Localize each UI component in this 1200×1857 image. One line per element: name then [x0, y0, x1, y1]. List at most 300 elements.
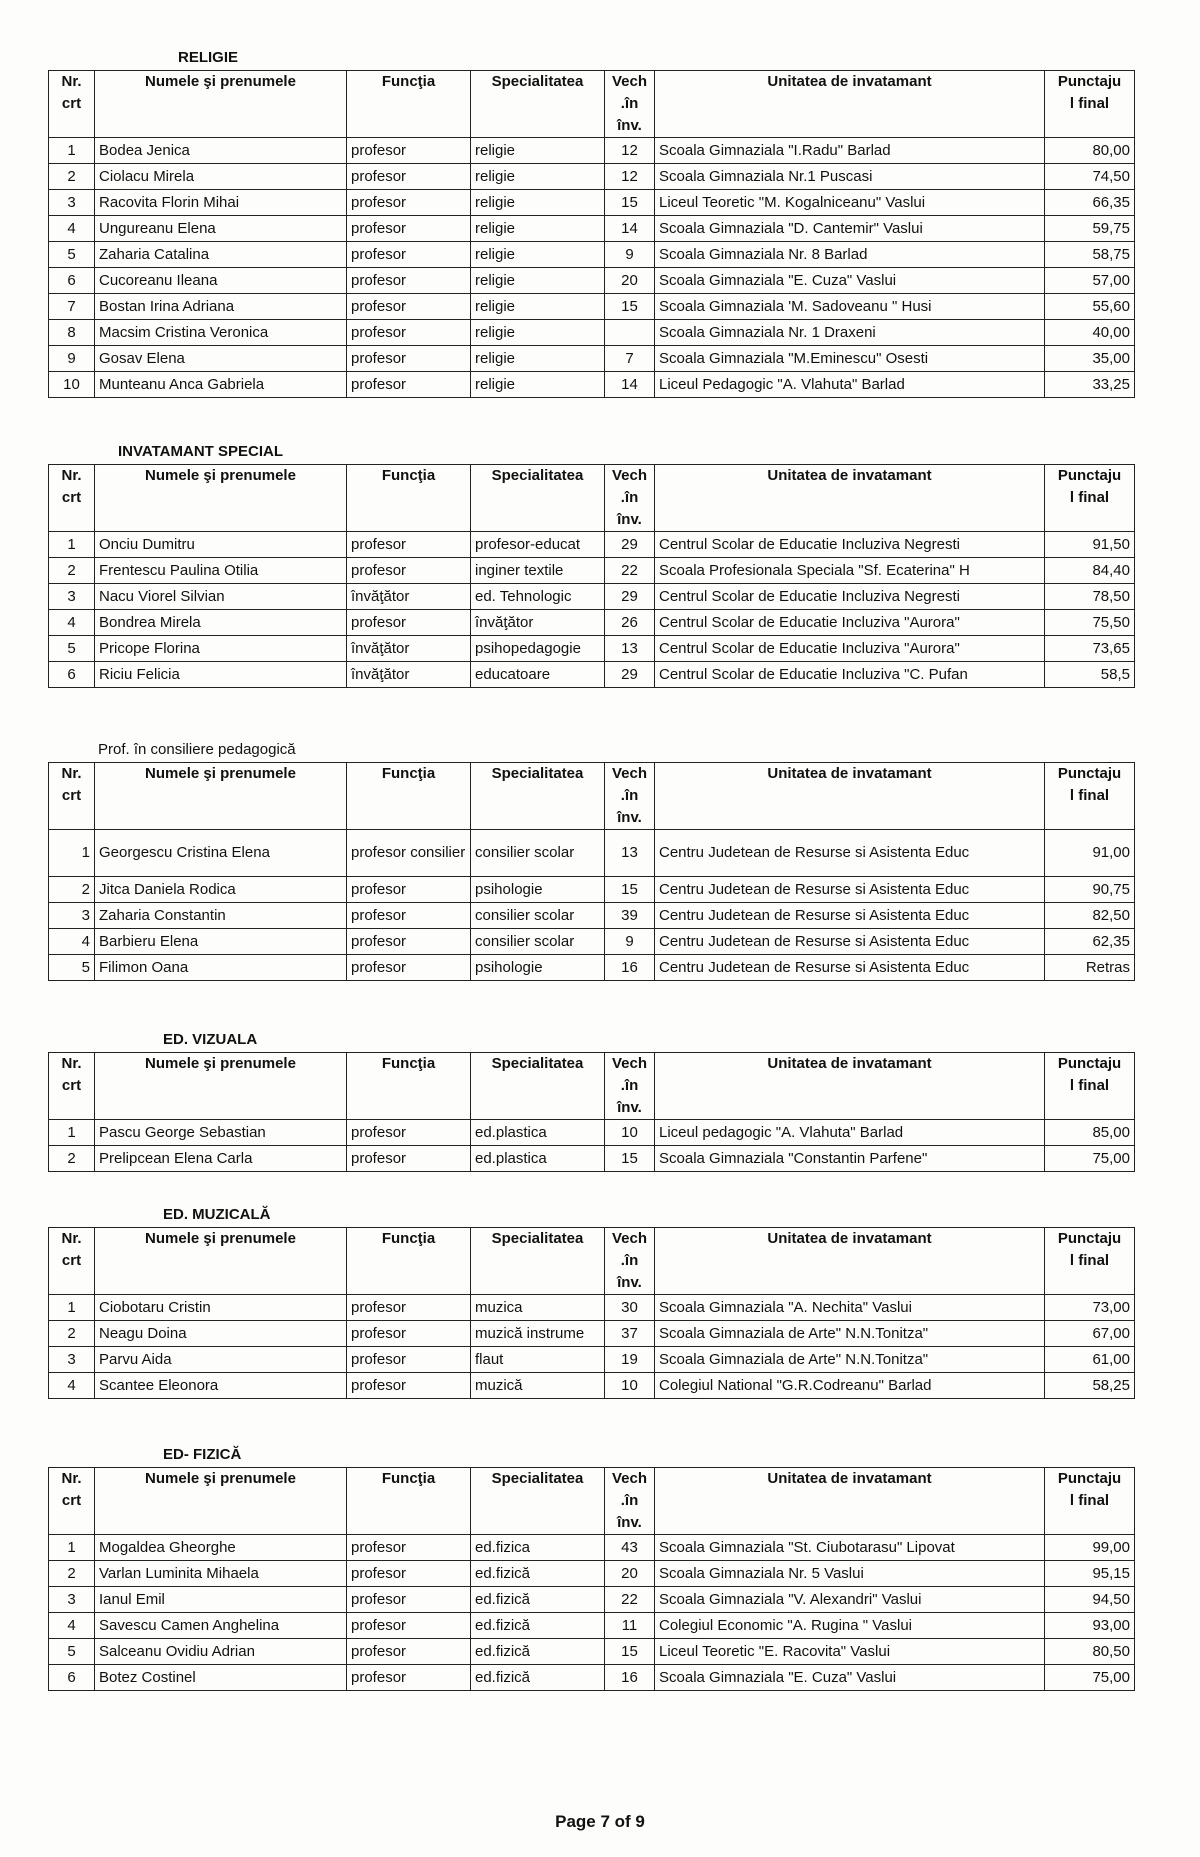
header-nr: [49, 1053, 95, 1120]
header-name: Numele şi prenumele: [95, 465, 347, 532]
header-func: Funcţia: [347, 465, 471, 532]
section-title: RELIGIE: [178, 49, 239, 66]
cell-spec: religie: [471, 268, 605, 294]
cell-func: profesor: [347, 164, 471, 190]
table-row: [49, 584, 1135, 610]
header-spec: Specialitatea: [471, 465, 605, 532]
cell-pf: 62,35: [1045, 929, 1135, 955]
header-spec: Specialitatea: [471, 1228, 605, 1295]
cell-vech: 13: [605, 636, 655, 662]
table-row: [49, 294, 1135, 320]
cell-unit: Scoala Gimnaziala "Constantin Parfene": [655, 1146, 1045, 1172]
header-nr: [49, 465, 95, 532]
header-vech-line: .în: [620, 787, 639, 804]
cell-nr: 6: [49, 662, 95, 688]
cell-nr: 1: [49, 1535, 95, 1561]
cell-pf: 95,15: [1045, 1561, 1135, 1587]
cell-func: profesor: [347, 1146, 471, 1172]
cell-unit: Scoala Gimnaziala Nr. 5 Vaslui: [655, 1561, 1045, 1587]
cell-vech: 29: [605, 584, 655, 610]
table-row: [49, 216, 1135, 242]
header-pf-line: Punctaju: [1057, 1055, 1122, 1072]
cell-pf: 66,35: [1045, 190, 1135, 216]
data-table: [48, 762, 1135, 981]
data-table: [48, 1052, 1135, 1172]
cell-vech: 29: [605, 662, 655, 688]
cell-vech: 15: [605, 190, 655, 216]
cell-unit: Centru Judetean de Resurse si Asistenta Educ: [655, 877, 1045, 903]
header-name: Numele şi prenumele: [95, 1228, 347, 1295]
header-nr-line: crt: [61, 1252, 82, 1269]
cell-func: profesor: [347, 903, 471, 929]
table-row: [49, 372, 1135, 398]
header-spec: Specialitatea: [471, 71, 605, 138]
cell-vech: 15: [605, 1639, 655, 1665]
header-vech-line: înv.: [617, 511, 642, 528]
section-title: ED. MUZICALĂ: [163, 1206, 271, 1223]
cell-vech: [605, 320, 655, 346]
header-nr: [49, 1468, 95, 1535]
cell-pf: 91,50: [1045, 532, 1135, 558]
cell-pf: 58,75: [1045, 242, 1135, 268]
cell-spec: ed.fizică: [471, 1587, 605, 1613]
header-unit: Unitatea de invatamant: [655, 465, 1045, 532]
cell-spec: religie: [471, 242, 605, 268]
cell-pf: 58,5: [1045, 662, 1135, 688]
cell-name: Ungureanu Elena: [95, 216, 347, 242]
header-func: Funcţia: [347, 1228, 471, 1295]
header-name: Numele şi prenumele: [95, 1053, 347, 1120]
cell-nr: 2: [49, 877, 95, 903]
cell-name: Pricope Florina: [95, 636, 347, 662]
cell-nr: 4: [49, 929, 95, 955]
cell-nr: 3: [49, 903, 95, 929]
cell-func: profesor: [347, 1535, 471, 1561]
header-nr-line: crt: [61, 95, 82, 112]
cell-spec: ed.fizică: [471, 1561, 605, 1587]
cell-unit: Centrul Scolar de Educatie Incluziva "Aurora": [655, 636, 1045, 662]
cell-spec: religie: [471, 294, 605, 320]
header-nr-line: crt: [61, 1492, 82, 1509]
cell-unit: Centrul Scolar de Educatie Incluziva "C. Pufan: [655, 662, 1045, 688]
cell-func: profesor: [347, 610, 471, 636]
cell-func: profesor: [347, 190, 471, 216]
header-vech: [605, 71, 655, 138]
cell-nr: 1: [49, 532, 95, 558]
cell-unit: Centrul Scolar de Educatie Incluziva "Aurora": [655, 610, 1045, 636]
header-vech-line: Vech: [611, 467, 648, 484]
cell-vech: 19: [605, 1347, 655, 1373]
header-vech: [605, 465, 655, 532]
header-nr-line: Nr.: [61, 765, 82, 782]
cell-nr: 4: [49, 1613, 95, 1639]
header-nr: [49, 71, 95, 138]
cell-spec: educatoare: [471, 662, 605, 688]
cell-pf: 35,00: [1045, 346, 1135, 372]
cell-name: Prelipcean Elena Carla: [95, 1146, 347, 1172]
cell-nr: 2: [49, 1321, 95, 1347]
cell-nr: 1: [49, 1295, 95, 1321]
cell-vech: 15: [605, 1146, 655, 1172]
cell-vech: 14: [605, 372, 655, 398]
cell-unit: Scoala Profesionala Speciala "Sf. Ecaterina" H: [655, 558, 1045, 584]
table-row: [49, 268, 1135, 294]
cell-unit: Scoala Gimnaziala "V. Alexandri" Vaslui: [655, 1587, 1045, 1613]
cell-unit: Scoala Gimnaziala Nr. 8 Barlad: [655, 242, 1045, 268]
cell-func: profesor: [347, 1347, 471, 1373]
header-vech-line: Vech: [611, 1470, 648, 1487]
cell-func: profesor: [347, 268, 471, 294]
cell-nr: 1: [49, 830, 95, 877]
header-vech-line: înv.: [617, 1274, 642, 1291]
header-nr-line: Nr.: [61, 467, 82, 484]
cell-nr: 5: [49, 955, 95, 981]
header-pf: [1045, 1228, 1135, 1295]
header-vech-line: înv.: [617, 1099, 642, 1116]
cell-nr: 6: [49, 268, 95, 294]
section-3: [48, 1030, 1135, 1172]
table-row: [49, 1639, 1135, 1665]
cell-pf: 61,00: [1045, 1347, 1135, 1373]
cell-name: Bodea Jenica: [95, 138, 347, 164]
cell-spec: flaut: [471, 1347, 605, 1373]
table-row: [49, 532, 1135, 558]
cell-spec: învăţător: [471, 610, 605, 636]
cell-vech: 11: [605, 1613, 655, 1639]
data-table: [48, 70, 1135, 398]
cell-vech: 39: [605, 903, 655, 929]
header-unit: Unitatea de invatamant: [655, 763, 1045, 830]
header-func: Funcţia: [347, 763, 471, 830]
header-vech-line: Vech: [611, 1055, 648, 1072]
cell-func: profesor consilier: [347, 830, 471, 877]
header-nr-line: Nr.: [61, 1055, 82, 1072]
header-nr: [49, 1228, 95, 1295]
cell-name: Riciu Felicia: [95, 662, 347, 688]
header-pf-line: Punctaju: [1057, 1470, 1122, 1487]
header-name: Numele şi prenumele: [95, 71, 347, 138]
cell-pf: 80,00: [1045, 138, 1135, 164]
table-row: [49, 636, 1135, 662]
header-row: [49, 1053, 1135, 1120]
cell-spec: muzica: [471, 1295, 605, 1321]
cell-unit: Scoala Gimnaziala Nr. 1 Draxeni: [655, 320, 1045, 346]
header-pf-line: l final: [1069, 787, 1110, 804]
cell-spec: ed.fizica: [471, 1535, 605, 1561]
cell-name: Savescu Camen Anghelina: [95, 1613, 347, 1639]
cell-name: Salceanu Ovidiu Adrian: [95, 1639, 347, 1665]
cell-nr: 7: [49, 294, 95, 320]
cell-unit: Scoala Gimnaziala 'M. Sadoveanu " Husi: [655, 294, 1045, 320]
cell-spec: psihologie: [471, 877, 605, 903]
section-title: INVATAMANT SPECIAL: [118, 443, 283, 460]
cell-name: Bostan Irina Adriana: [95, 294, 347, 320]
cell-vech: 7: [605, 346, 655, 372]
cell-vech: 9: [605, 929, 655, 955]
header-unit: Unitatea de invatamant: [655, 1053, 1045, 1120]
cell-pf: 91,00: [1045, 830, 1135, 877]
cell-vech: 22: [605, 558, 655, 584]
cell-spec: religie: [471, 190, 605, 216]
cell-name: Pascu George Sebastian: [95, 1120, 347, 1146]
cell-spec: ed.plastica: [471, 1146, 605, 1172]
cell-vech: 10: [605, 1120, 655, 1146]
cell-spec: religie: [471, 216, 605, 242]
cell-spec: ed.fizică: [471, 1613, 605, 1639]
section-4: [48, 1205, 1135, 1399]
section-2: [48, 740, 1135, 981]
cell-func: învăţător: [347, 584, 471, 610]
cell-vech: 10: [605, 1373, 655, 1399]
cell-unit: Scoala Gimnaziala "E. Cuza" Vaslui: [655, 1665, 1045, 1691]
cell-name: Frentescu Paulina Otilia: [95, 558, 347, 584]
cell-nr: 9: [49, 346, 95, 372]
cell-func: profesor: [347, 1295, 471, 1321]
cell-name: Scantee Eleonora: [95, 1373, 347, 1399]
cell-spec: consilier scolar: [471, 929, 605, 955]
cell-nr: 1: [49, 1120, 95, 1146]
cell-name: Neagu Doina: [95, 1321, 347, 1347]
cell-unit: Liceul pedagogic "A. Vlahuta" Barlad: [655, 1120, 1045, 1146]
page-footer: Page 7 of 9: [555, 1812, 645, 1831]
cell-nr: 5: [49, 1639, 95, 1665]
header-vech-line: .în: [620, 95, 639, 112]
header-spec: Specialitatea: [471, 1053, 605, 1120]
cell-pf: 40,00: [1045, 320, 1135, 346]
table-row: [49, 1561, 1135, 1587]
cell-nr: 2: [49, 1146, 95, 1172]
header-nr: [49, 763, 95, 830]
header-vech-line: înv.: [617, 809, 642, 826]
cell-name: Munteanu Anca Gabriela: [95, 372, 347, 398]
cell-spec: ed.fizică: [471, 1639, 605, 1665]
cell-spec: muzică: [471, 1373, 605, 1399]
table-row: [49, 346, 1135, 372]
cell-pf: 80,50: [1045, 1639, 1135, 1665]
cell-vech: 16: [605, 1665, 655, 1691]
cell-unit: Colegiul Economic "A. Rugina " Vaslui: [655, 1613, 1045, 1639]
cell-name: Jitca Daniela Rodica: [95, 877, 347, 903]
cell-name: Ianul Emil: [95, 1587, 347, 1613]
section-0: [48, 48, 1135, 398]
cell-func: profesor: [347, 320, 471, 346]
table-row: [49, 1120, 1135, 1146]
cell-name: Ciolacu Mirela: [95, 164, 347, 190]
cell-func: profesor: [347, 216, 471, 242]
cell-nr: 2: [49, 1561, 95, 1587]
cell-name: Zaharia Constantin: [95, 903, 347, 929]
cell-unit: Liceul Teoretic "E. Racovita" Vaslui: [655, 1639, 1045, 1665]
cell-vech: 13: [605, 830, 655, 877]
table-row: [49, 610, 1135, 636]
header-pf: [1045, 763, 1135, 830]
cell-func: profesor: [347, 346, 471, 372]
cell-func: profesor: [347, 138, 471, 164]
cell-func: profesor: [347, 1587, 471, 1613]
cell-vech: 12: [605, 138, 655, 164]
cell-name: Barbieru Elena: [95, 929, 347, 955]
header-pf-line: l final: [1069, 95, 1110, 112]
header-pf-line: l final: [1069, 1077, 1110, 1094]
section-5: [48, 1445, 1135, 1691]
header-row: [49, 1228, 1135, 1295]
cell-name: Onciu Dumitru: [95, 532, 347, 558]
table-row: [49, 1373, 1135, 1399]
cell-name: Nacu Viorel Silvian: [95, 584, 347, 610]
header-pf: [1045, 465, 1135, 532]
cell-unit: Scoala Gimnaziala de Arte" N.N.Tonitza": [655, 1347, 1045, 1373]
cell-spec: ed. Tehnologic: [471, 584, 605, 610]
header-vech-line: înv.: [617, 1514, 642, 1531]
table-row: [49, 190, 1135, 216]
table-row: [49, 1321, 1135, 1347]
header-nr-line: Nr.: [61, 73, 82, 90]
cell-pf: 67,00: [1045, 1321, 1135, 1347]
cell-vech: 43: [605, 1535, 655, 1561]
cell-func: profesor: [347, 294, 471, 320]
cell-nr: 2: [49, 164, 95, 190]
cell-pf: 59,75: [1045, 216, 1135, 242]
cell-name: Macsim Cristina Veronica: [95, 320, 347, 346]
cell-nr: 6: [49, 1665, 95, 1691]
cell-nr: 8: [49, 320, 95, 346]
cell-func: profesor: [347, 1561, 471, 1587]
table-row: [49, 929, 1135, 955]
header-row: [49, 1468, 1135, 1535]
header-spec: Specialitatea: [471, 1468, 605, 1535]
header-nr-line: Nr.: [61, 1230, 82, 1247]
cell-pf: 90,75: [1045, 877, 1135, 903]
cell-pf: 84,40: [1045, 558, 1135, 584]
cell-func: profesor: [347, 1665, 471, 1691]
cell-unit: Scoala Gimnaziala "M.Eminescu" Osesti: [655, 346, 1045, 372]
header-row: [49, 763, 1135, 830]
header-func: Funcţia: [347, 1468, 471, 1535]
cell-unit: Scoala Gimnaziala "I.Radu" Barlad: [655, 138, 1045, 164]
table-row: [49, 1295, 1135, 1321]
header-pf-line: l final: [1069, 1252, 1110, 1269]
data-table: [48, 1467, 1135, 1691]
cell-nr: 2: [49, 558, 95, 584]
header-unit: Unitatea de invatamant: [655, 1228, 1045, 1295]
cell-vech: 16: [605, 955, 655, 981]
cell-func: profesor: [347, 955, 471, 981]
cell-nr: 5: [49, 242, 95, 268]
cell-pf: 33,25: [1045, 372, 1135, 398]
cell-name: Varlan Luminita Mihaela: [95, 1561, 347, 1587]
section-title: ED- FIZICĂ: [163, 1446, 242, 1463]
cell-pf: 75,00: [1045, 1146, 1135, 1172]
header-vech: [605, 1053, 655, 1120]
cell-spec: religie: [471, 346, 605, 372]
header-pf: [1045, 1468, 1135, 1535]
header-pf-line: Punctaju: [1057, 765, 1122, 782]
cell-pf: 85,00: [1045, 1120, 1135, 1146]
cell-spec: psihopedagogie: [471, 636, 605, 662]
cell-func: profesor: [347, 242, 471, 268]
header-spec: Specialitatea: [471, 763, 605, 830]
cell-pf: 73,00: [1045, 1295, 1135, 1321]
header-unit: Unitatea de invatamant: [655, 1468, 1045, 1535]
cell-func: profesor: [347, 532, 471, 558]
header-vech-line: .în: [620, 1077, 639, 1094]
cell-vech: 37: [605, 1321, 655, 1347]
cell-spec: religie: [471, 138, 605, 164]
cell-pf: 75,50: [1045, 610, 1135, 636]
header-unit: Unitatea de invatamant: [655, 71, 1045, 138]
cell-vech: 22: [605, 1587, 655, 1613]
cell-pf: 73,65: [1045, 636, 1135, 662]
data-table: [48, 464, 1135, 688]
header-vech: [605, 763, 655, 830]
table-row: [49, 242, 1135, 268]
cell-nr: 1: [49, 138, 95, 164]
cell-pf: 99,00: [1045, 1535, 1135, 1561]
header-pf-line: Punctaju: [1057, 73, 1122, 90]
cell-func: profesor: [347, 1321, 471, 1347]
section-title: Prof. în consiliere pedagogică: [98, 741, 296, 758]
header-pf-line: Punctaju: [1057, 1230, 1122, 1247]
header-pf-line: Punctaju: [1057, 467, 1122, 484]
cell-name: Racovita Florin Mihai: [95, 190, 347, 216]
cell-nr: 10: [49, 372, 95, 398]
cell-nr: 4: [49, 1373, 95, 1399]
header-nr-line: crt: [61, 1077, 82, 1094]
cell-name: Bondrea Mirela: [95, 610, 347, 636]
header-vech: [605, 1468, 655, 1535]
header-vech-line: .în: [620, 1492, 639, 1509]
cell-spec: inginer textile: [471, 558, 605, 584]
cell-vech: 9: [605, 242, 655, 268]
cell-nr: 3: [49, 1347, 95, 1373]
cell-name: Parvu Aida: [95, 1347, 347, 1373]
cell-vech: 12: [605, 164, 655, 190]
cell-name: Ciobotaru Cristin: [95, 1295, 347, 1321]
header-row: [49, 465, 1135, 532]
cell-nr: 5: [49, 636, 95, 662]
cell-unit: Scoala Gimnaziala "St. Ciubotarasu" Lipovat: [655, 1535, 1045, 1561]
header-func: Funcţia: [347, 71, 471, 138]
cell-name: Botez Costinel: [95, 1665, 347, 1691]
table-row: [49, 1146, 1135, 1172]
header-vech-line: Vech: [611, 1230, 648, 1247]
cell-func: profesor: [347, 1120, 471, 1146]
cell-func: profesor: [347, 372, 471, 398]
cell-nr: 3: [49, 1587, 95, 1613]
cell-spec: religie: [471, 164, 605, 190]
cell-func: învăţător: [347, 636, 471, 662]
table-row: [49, 955, 1135, 981]
header-func: Funcţia: [347, 1053, 471, 1120]
header-vech-line: înv.: [617, 117, 642, 134]
cell-spec: psihologie: [471, 955, 605, 981]
table-row: [49, 1535, 1135, 1561]
cell-unit: Centru Judetean de Resurse si Asistenta Educ: [655, 929, 1045, 955]
header-pf: [1045, 71, 1135, 138]
header-pf-line: l final: [1069, 489, 1110, 506]
cell-unit: Scoala Gimnaziala "E. Cuza" Vaslui: [655, 268, 1045, 294]
cell-pf: 58,25: [1045, 1373, 1135, 1399]
table-row: [49, 1665, 1135, 1691]
cell-unit: Centru Judetean de Resurse si Asistenta Educ: [655, 830, 1045, 877]
cell-unit: Centru Judetean de Resurse si Asistenta Educ: [655, 955, 1045, 981]
cell-vech: 14: [605, 216, 655, 242]
table-row: [49, 830, 1135, 877]
cell-spec: muzică instrume: [471, 1321, 605, 1347]
header-nr-line: crt: [61, 489, 82, 506]
cell-vech: 26: [605, 610, 655, 636]
section-title: ED. VIZUALA: [163, 1031, 258, 1048]
